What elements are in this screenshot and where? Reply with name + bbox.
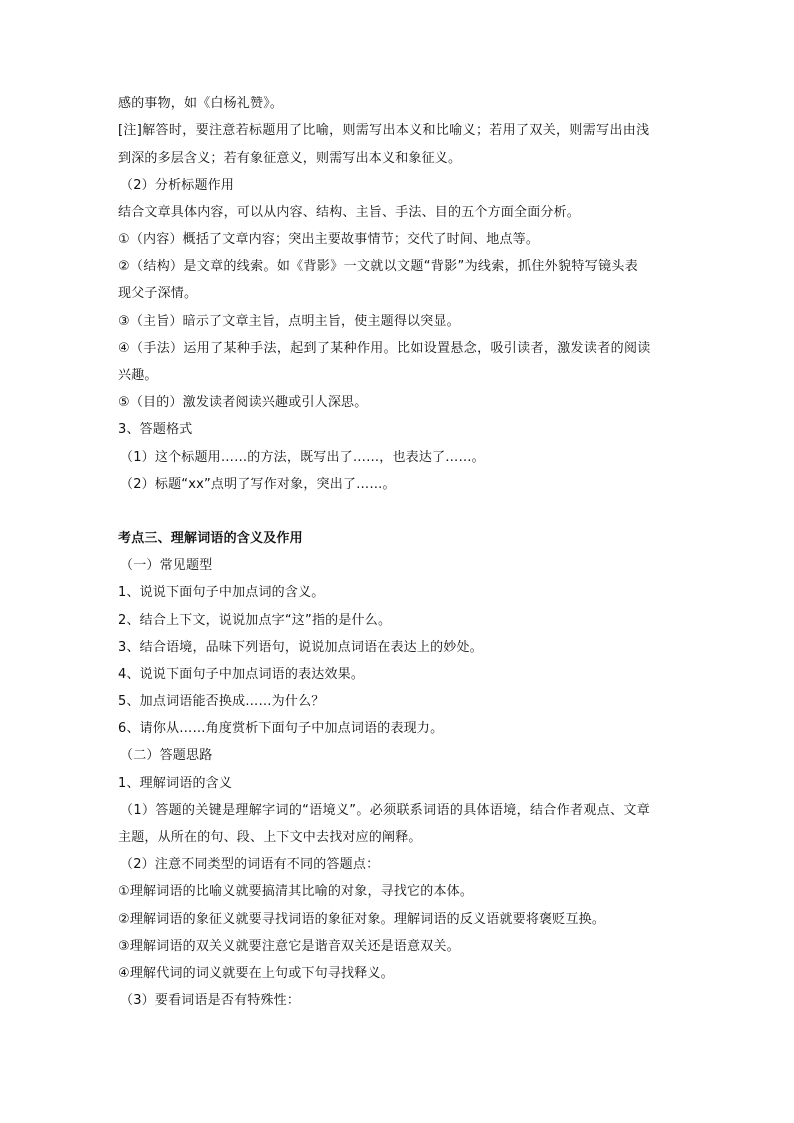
text-line-1: 感的事物，如《白杨礼赞》。 <box>118 96 284 111</box>
text-line-3: 到深的多层含义；若有象征意义，则需写出本义和象征义。 <box>118 151 462 166</box>
text-line-15: （2）标题“xx”点明了写作对象，突出了……。 <box>120 477 396 492</box>
text-line-9: ③（主旨）暗示了文章主旨，点明主旨，使主题得以突显。 <box>118 314 460 329</box>
text-line-25: 1、理解词语的含义 <box>118 776 233 791</box>
text-line-21: 4、说说下面句子中加点词语的表达效果。 <box>118 667 365 682</box>
text-line-22: 5、加点词语能否换成……为什么？ <box>118 694 325 709</box>
text-line-5: 结合文章具体内容，可以从内容、结构、主旨、手法、目的五个方面全面分析。 <box>118 205 581 220</box>
text-line-10: ④（手法）运用了某种手法，起到了某种作用。比如设置悬念，吸引读者，激发读者的阅读 <box>118 341 651 356</box>
text-line-13: 3、答题格式 <box>118 422 193 437</box>
text-line-26: （1）答题的关键是理解字词的“语境义”。必须联系词语的具体语境，结合作者观点、文章 <box>120 803 651 818</box>
section-heading: 考点三、理解词语的含义及作用 <box>118 531 303 546</box>
text-line-19: 2、结合上下文，说说加点字“这”指的是什么。 <box>118 613 392 628</box>
text-line-32: ④理解代词的词义就要在上句或下句寻找释义。 <box>118 966 394 981</box>
text-line-6: ①（内容）概括了文章内容；突出主要故事情节；交代了时间、地点等。 <box>118 232 540 247</box>
text-line-27: 主题，从所在的句、段、上下文中去找对应的阐释。 <box>118 830 422 845</box>
text-line-20: 3、结合语境，品味下列语句，说说加点词语在表达上的妙处。 <box>118 640 483 655</box>
text-line-29: ①理解词语的比喻义就要搞清其比喻的对象，寻找它的本体。 <box>118 884 474 899</box>
text-line-30: ②理解词语的象征义就要寻找词语的象征对象。理解词语的反义语就要将褒贬互换。 <box>118 912 606 927</box>
text-line-14: （1）这个标题用……的方法，既写出了……，也表达了……。 <box>120 450 485 465</box>
subsection-heading-2: （二）答题思路 <box>120 748 213 763</box>
text-line-33: （3）要看词语是否有特殊性： <box>120 993 301 1008</box>
text-line-8: 现父子深情。 <box>118 286 198 301</box>
text-line-11: 兴趣。 <box>118 368 158 383</box>
text-line-4: （2）分析标题作用 <box>120 178 235 193</box>
text-line-18: 1、说说下面句子中加点词的含义。 <box>118 585 325 600</box>
text-line-2: [注]解答时，要注意若标题用了比喻，则需写出本义和比喻义；若用了双关，则需写出由浅 <box>118 123 650 138</box>
text-line-7: ②（结构）是文章的线索。如《背影》一文就以文题“背影”为线索，抓住外貌特写镜头表 <box>118 259 639 274</box>
text-line-12: ⑤（目的）激发读者阅读兴趣或引人深思。 <box>118 395 368 410</box>
text-line-28: （2）注意不同类型的词语有不同的答题点： <box>120 857 380 872</box>
text-line-31: ③理解词语的双关义就要注意它是谐音双关还是语意双关。 <box>118 939 460 954</box>
text-line-23: 6、请你从……角度赏析下面句子中加点词语的表现力。 <box>118 721 444 736</box>
subsection-heading-1: （一）常见题型 <box>120 558 213 573</box>
